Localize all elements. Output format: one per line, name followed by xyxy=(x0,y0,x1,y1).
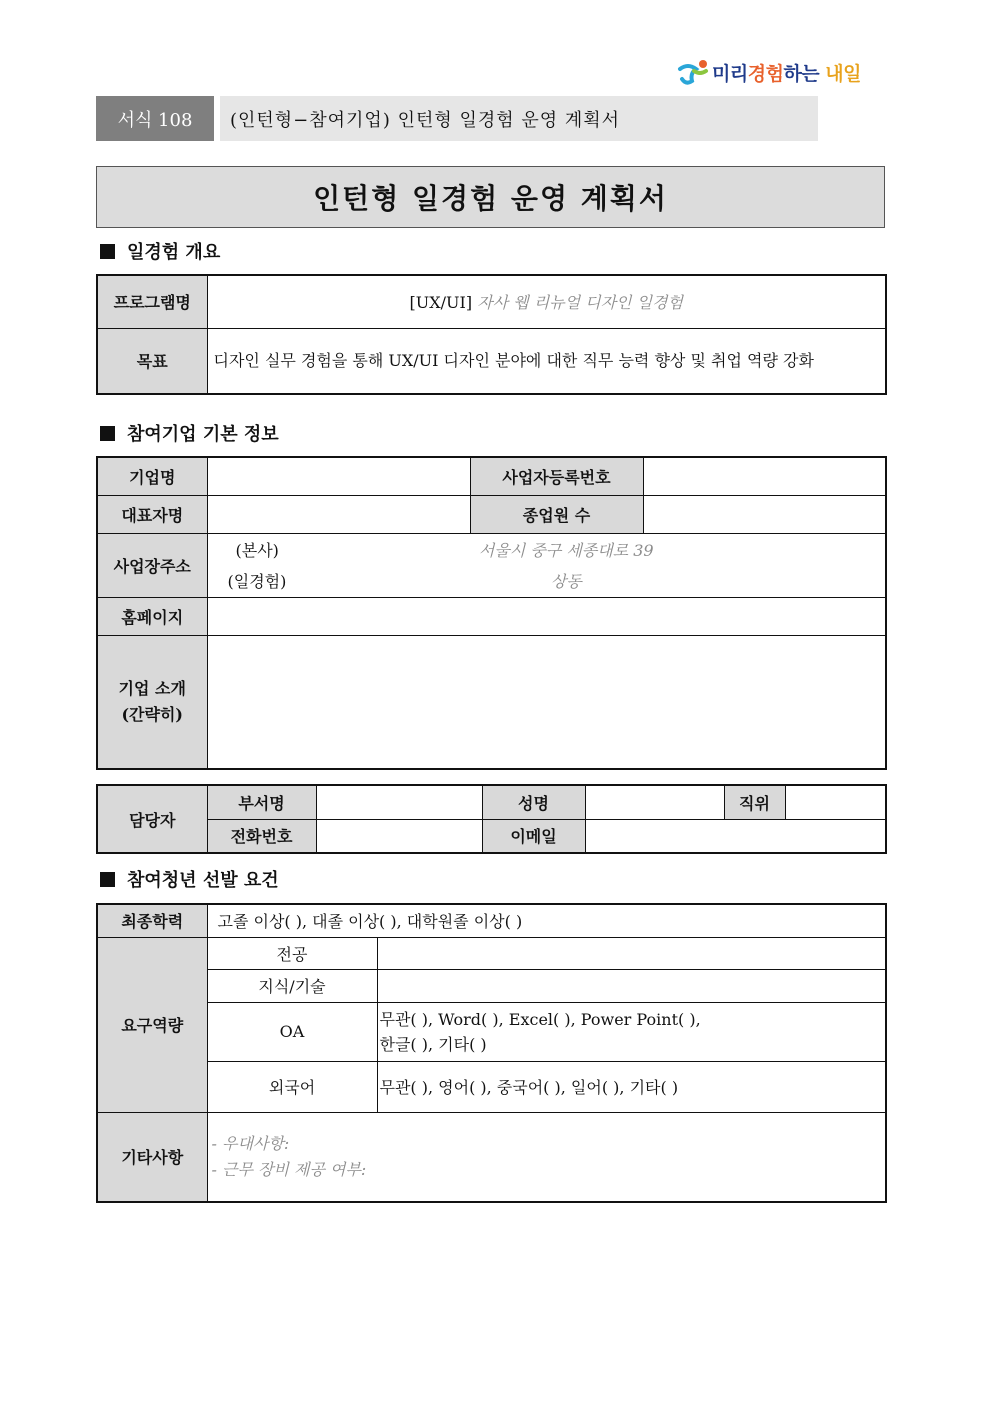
section-heading-company: 참여기업 기본 정보 xyxy=(100,420,279,446)
document-title: 인턴형 일경험 운영 계획서 xyxy=(96,166,885,228)
major-field[interactable] xyxy=(377,937,886,969)
goal-value[interactable]: 디자인 실무 경험을 통해 UX/UI 디자인 분야에 대한 직무 능력 향상 및 취업 역량 강화 xyxy=(207,328,886,394)
edu-label: 최종학력 xyxy=(97,904,207,937)
section-heading-overview: 일경험 개요 xyxy=(100,238,220,264)
logo-text: 미리경험하는 내일 xyxy=(712,62,861,85)
square-bullet-icon xyxy=(100,244,115,259)
employees-label: 종업원 수 xyxy=(470,495,643,533)
square-bullet-icon xyxy=(100,426,115,441)
form-header xyxy=(96,96,818,141)
position-field[interactable] xyxy=(785,785,886,819)
edu-field[interactable]: 고졸 이상( ), 대졸 이상( ), 대학원졸 이상( ) xyxy=(207,904,886,937)
contact-table xyxy=(96,784,887,854)
address-field[interactable] xyxy=(207,533,886,597)
dept-field[interactable] xyxy=(316,785,482,819)
hq-label: (본사) xyxy=(235,541,279,560)
skill-field[interactable] xyxy=(377,969,886,1002)
program-value[interactable]: [UX/UI] 자사 웹 리뉴얼 디자인 일경험 xyxy=(207,275,886,328)
major-label: 전공 xyxy=(207,937,377,969)
contact-label: 담당자 xyxy=(97,785,207,853)
intro-field[interactable] xyxy=(207,635,886,769)
email-field[interactable] xyxy=(585,819,886,853)
homepage-label: 홈페이지 xyxy=(97,597,207,635)
logo xyxy=(676,56,861,88)
square-bullet-icon xyxy=(100,872,115,887)
position-label: 직위 xyxy=(724,785,785,819)
phone-label: 전화번호 xyxy=(207,819,316,853)
youth-table xyxy=(96,903,887,1203)
dept-label: 부서명 xyxy=(207,785,316,819)
ceo-label: 대표자명 xyxy=(97,495,207,533)
running-person-icon xyxy=(676,57,712,87)
phone-field[interactable] xyxy=(316,819,482,853)
contact-name-field[interactable] xyxy=(585,785,724,819)
oa-label: OA xyxy=(207,1002,377,1061)
skill-label: 지식/기술 xyxy=(207,969,377,1002)
hq-value: 서울시 중구 세종대로 39 xyxy=(478,541,654,560)
lang-field[interactable]: 무관( ), 영어( ), 중국어( ), 일어( ), 기타( ) xyxy=(377,1061,886,1112)
site-value: 상동 xyxy=(550,572,582,591)
employees-field[interactable] xyxy=(643,495,886,533)
form-number: 서식 108 xyxy=(96,96,214,141)
goal-label: 목표 xyxy=(97,328,207,394)
form-title: (인턴형−참여기업) 인턴형 일경험 운영 계획서 xyxy=(220,96,818,141)
company-table xyxy=(96,456,887,770)
program-label: 프로그램명 xyxy=(97,275,207,328)
bizno-field[interactable] xyxy=(643,457,886,495)
contact-name-label: 성명 xyxy=(482,785,585,819)
bizno-label: 사업자등록번호 xyxy=(470,457,643,495)
email-label: 이메일 xyxy=(482,819,585,853)
etc-field[interactable]: - 우대사항: - 근무 장비 제공 여부: xyxy=(207,1112,886,1202)
competency-label: 요구역량 xyxy=(97,937,207,1112)
homepage-field[interactable] xyxy=(207,597,886,635)
company-name-field[interactable] xyxy=(207,457,470,495)
overview-table xyxy=(96,274,887,395)
address-label: 사업장주소 xyxy=(97,533,207,597)
oa-field[interactable]: 무관( ), Word( ), Excel( ), Power Point( ), 한글( ), 기타( ) xyxy=(377,1002,886,1061)
site-label: (일경험) xyxy=(227,572,287,591)
lang-label: 외국어 xyxy=(207,1061,377,1112)
etc-label: 기타사항 xyxy=(97,1112,207,1202)
section-heading-youth: 참여청년 선발 요건 xyxy=(100,866,279,892)
intro-label: 기업 소개 (간략히) xyxy=(97,635,207,769)
ceo-field[interactable] xyxy=(207,495,470,533)
company-name-label: 기업명 xyxy=(97,457,207,495)
